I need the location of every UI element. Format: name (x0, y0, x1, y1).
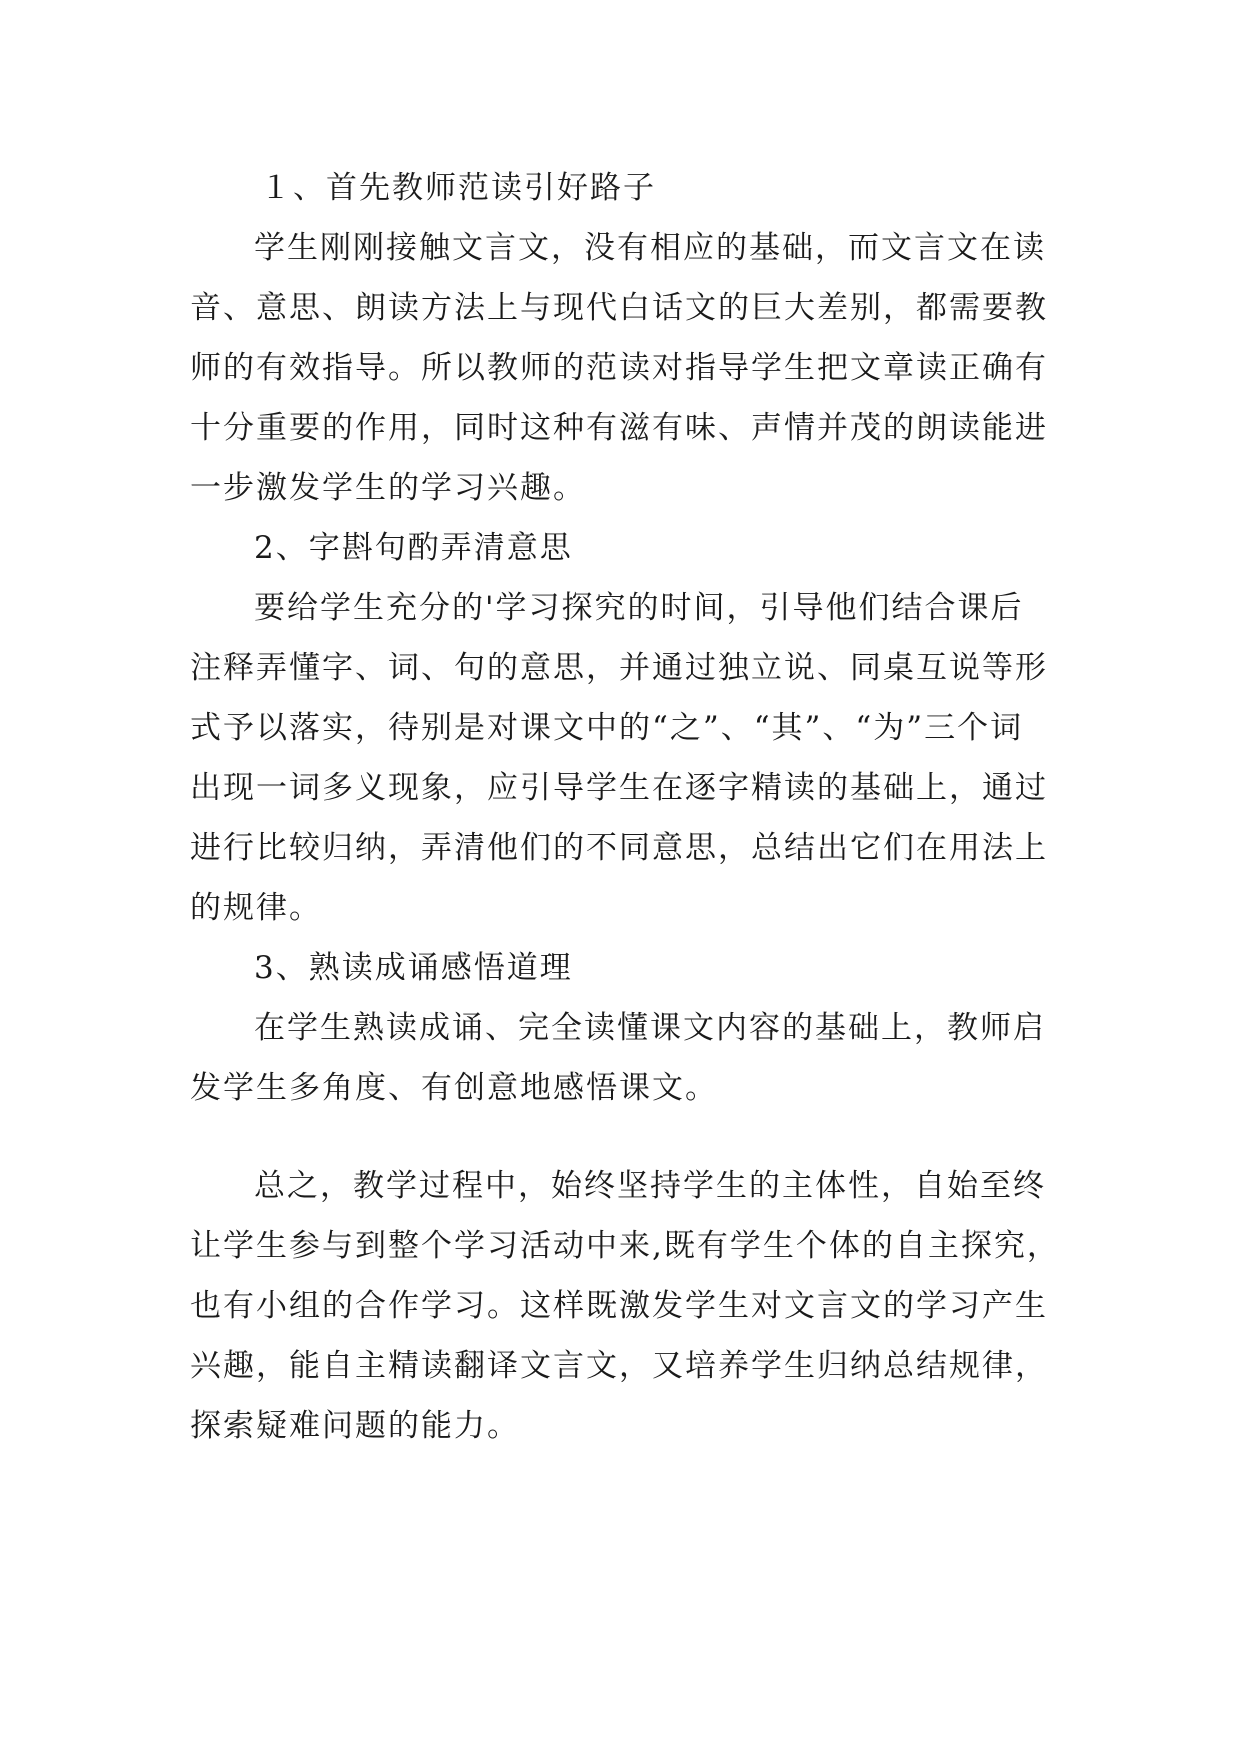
document-body (190, 158, 1070, 1456)
paragraph-line: 音、意思、朗读方法上与现代白话文的巨大差别，都需要教 (190, 290, 1048, 326)
section-heading-2: 2、字斟句酌弄清意思 (254, 530, 573, 566)
paragraph-line: 式予以落实，待别是对课文中的“之”、“其”、“为”三个词 (190, 710, 1024, 746)
paragraph-line: 发学生多角度、有创意地感悟课文。 (190, 1070, 718, 1106)
paragraph-line: 出现一词多义现象，应引导学生在逐字精读的基础上，通过 (190, 770, 1048, 806)
paragraph-line: 让学生参与到整个学习活动中来,既有学生个体的自主探究， (190, 1228, 1060, 1264)
section-heading-1: １、首先教师范读引好路子 (260, 170, 656, 206)
paragraph-line: 学生刚刚接触文言文，没有相应的基础，而文言文在读 (254, 230, 1046, 266)
paragraph-line: 师的有效指导。所以教师的范读对指导学生把文章读正确有 (190, 350, 1048, 386)
paragraph-line: 进行比较归纳，弄清他们的不同意思，总结出它们在用法上 (190, 830, 1048, 866)
paragraph-line: 总之，教学过程中，始终坚持学生的主体性，自始至终 (254, 1168, 1046, 1204)
paragraph-line: 探索疑难问题的能力。 (190, 1408, 520, 1444)
paragraph-line: 十分重要的作用，同时这种有滋有味、声情并茂的朗读能进 (190, 410, 1048, 446)
paragraph-line: 的规律。 (190, 890, 322, 926)
paragraph-line: 一步激发学生的学习兴趣。 (190, 470, 586, 506)
paragraph-line: 要给学生充分的'学习探究的时间，引导他们结合课后 (254, 590, 1024, 626)
paragraph-line: 在学生熟读成诵、完全读懂课文内容的基础上，教师启 (254, 1010, 1046, 1046)
section-heading-3: 3、熟读成诵感悟道理 (254, 950, 573, 986)
paragraph-line: 兴趣，能自主精读翻译文言文，又培养学生归纳总结规律， (190, 1348, 1048, 1384)
paragraph-line: 注释弄懂字、词、句的意思，并通过独立说、同桌互说等形 (190, 650, 1048, 686)
paragraph-line: 也有小组的合作学习。这样既激发学生对文言文的学习产生 (190, 1288, 1048, 1324)
paragraph-spacer (190, 1118, 1070, 1156)
